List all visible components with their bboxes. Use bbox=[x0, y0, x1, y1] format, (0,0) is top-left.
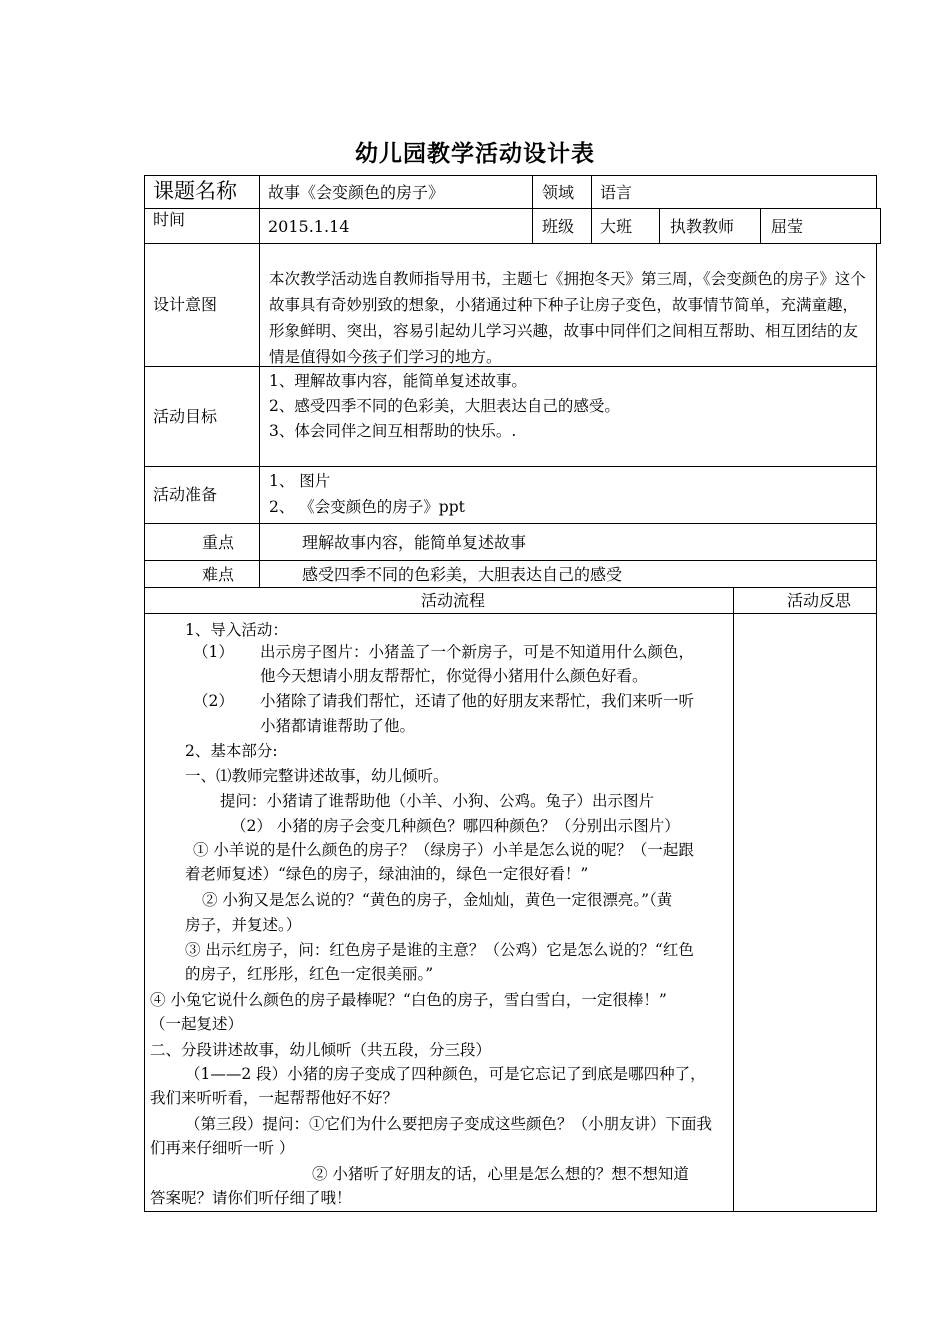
time-value-cell bbox=[259, 208, 533, 244]
key-label-cell bbox=[144, 523, 260, 561]
class-label: 班级 bbox=[542, 217, 575, 236]
reflection-body-cell bbox=[733, 613, 877, 1212]
topic-value: 故事《会变颜色的房子》 bbox=[268, 183, 445, 202]
process-line: 小猪除了请我们帮忙，还请了他的好朋友来帮忙，我们来听一听 bbox=[260, 692, 695, 710]
goals-text-cell bbox=[259, 366, 877, 467]
domain-label-cell bbox=[532, 175, 592, 209]
process-header-cell bbox=[144, 587, 734, 614]
intent-label-cell bbox=[144, 243, 260, 367]
process-line: 小猪都请谁帮助了他。 bbox=[260, 717, 416, 735]
process-line: ① 小羊说的是什么颜色的房子？（绿房子）小羊是怎么说的呢？（一起跟 bbox=[193, 841, 694, 859]
goal-item: 3、体会同伴之间互相帮助的快乐。. bbox=[269, 422, 517, 440]
time-value: 2015.1.14 bbox=[268, 217, 350, 236]
class-value-cell bbox=[591, 208, 660, 244]
key-label: 重点 bbox=[202, 533, 235, 552]
process-line: 答案呢？请你们听仔细了哦！ bbox=[150, 1189, 352, 1207]
process-line: 出示房子图片：小猪盖了一个新房子，可是不知道用什么颜色， bbox=[260, 643, 695, 661]
process-line: 2、基本部分: bbox=[185, 742, 278, 760]
key-value-cell bbox=[259, 523, 877, 561]
difficulty-label-cell bbox=[144, 560, 260, 588]
teacher-value: 屈莹 bbox=[771, 217, 804, 236]
time-label: 时间 bbox=[153, 210, 186, 229]
class-value: 大班 bbox=[600, 217, 633, 236]
goal-item: 1、理解故事内容，能简单复述故事。 bbox=[269, 372, 527, 390]
process-line: 他今天想请小朋友帮帮忙，你觉得小猪用什么颜色好看。 bbox=[260, 667, 648, 685]
process-line: 1、导入活动： bbox=[185, 621, 288, 639]
prep-label-cell bbox=[144, 466, 260, 524]
process-line: （2） 小猪的房子会变几种颜色？哪四种颜色？（分别出示图片） bbox=[231, 817, 680, 835]
class-label-cell bbox=[532, 208, 592, 244]
intent-text: 本次教学活动选自教师指导用书，主题七《拥抱冬天》第三周，《会变颜色的房子》这个故事具有奇妙别致的想象，小猪通过种下种子让房子变色，故事情节简单，充满童趣，形象鲜明、突出，容易引起幼儿学习兴趣，故事中同伴们之间相互帮助、相互团结的友情是值得如今孩子们学习的地方。 bbox=[269, 270, 866, 366]
intent-label: 设计意图 bbox=[153, 295, 218, 314]
reflection-label: 活动反思 bbox=[787, 591, 852, 610]
goals-label: 活动目标 bbox=[153, 407, 218, 426]
process-line: 我们来听听看，一起帮帮他好不好？ bbox=[150, 1089, 399, 1107]
time-label-cell bbox=[144, 208, 260, 244]
process-line: 房子，并复述。） bbox=[185, 916, 302, 934]
process-line: （2） bbox=[193, 692, 234, 710]
process-line: 着老师复述）“绿色的房子，绿油油的，绿色一定很好看！” bbox=[185, 865, 589, 883]
process-line: ③ 出示红房子，问：红色房子是谁的主意？（公鸡）它是怎么说的？“红色 bbox=[185, 941, 694, 959]
difficulty-value: 感受四季不同的色彩美，大胆表达自己的感受 bbox=[302, 565, 623, 584]
prep-item: 2、 《会变颜色的房子》ppt bbox=[269, 498, 465, 516]
intent-text-cell bbox=[259, 243, 877, 367]
topic-value-cell bbox=[259, 175, 533, 209]
reflection-header-cell bbox=[733, 587, 877, 614]
process-line: 二、分段讲述故事，幼儿倾听（共五段，分三段） bbox=[150, 1041, 492, 1059]
process-line: 们再来仔细听一听 ） bbox=[150, 1139, 295, 1157]
domain-label: 领域 bbox=[542, 183, 575, 202]
process-line: ② 小猪听了好朋友的话，心里是怎么想的？想不想知道 bbox=[312, 1165, 689, 1183]
process-label: 活动流程 bbox=[421, 591, 486, 610]
process-line: ② 小狗又是怎么说的？“黄色的房子，金灿灿，黄色一定很漂亮。”（黄 bbox=[202, 891, 673, 909]
prep-text-cell bbox=[259, 466, 877, 524]
goal-item: 2、感受四季不同的色彩美，大胆表达自己的感受。 bbox=[269, 397, 620, 415]
process-line: （第三段）提问：①它们为什么要把房子变成这些颜色？（小朋友讲）下面我 bbox=[185, 1115, 713, 1133]
difficulty-label: 难点 bbox=[202, 565, 235, 584]
teacher-label: 执教教师 bbox=[670, 217, 735, 236]
teacher-label-cell bbox=[659, 208, 761, 244]
topic-label: 课题名称 bbox=[153, 179, 237, 203]
prep-item: 1、 图片 bbox=[269, 472, 331, 490]
process-line: 提问：小猪请了谁帮助他（小羊、小狗、公鸡。兔子）出示图片 bbox=[220, 792, 655, 810]
domain-value: 语言 bbox=[600, 183, 633, 202]
goals-label-cell bbox=[144, 366, 260, 467]
process-line: （1——2 段）小猪的房子变成了四种颜色，可是它忘记了到底是哪四种了， bbox=[185, 1065, 706, 1083]
process-line: ④ 小兔它说什么颜色的房子最棒呢？“白色的房子，雪白雪白，一定很棒！” bbox=[150, 991, 667, 1009]
process-line: 的房子，红彤彤，红色一定很美丽。” bbox=[185, 965, 434, 983]
difficulty-value-cell bbox=[259, 560, 877, 588]
key-value: 理解故事内容，能简单复述故事 bbox=[302, 533, 527, 552]
process-line: （一起复述） bbox=[150, 1015, 244, 1033]
topic-label-cell bbox=[144, 175, 260, 209]
page-title: 幼儿园教学活动设计表 bbox=[355, 140, 595, 167]
process-line: （1） bbox=[193, 643, 234, 661]
domain-value-cell bbox=[591, 175, 877, 209]
prep-label: 活动准备 bbox=[153, 485, 218, 504]
process-line: 一、⑴教师完整讲述故事，幼儿倾听。 bbox=[185, 767, 449, 785]
teacher-value-cell bbox=[760, 208, 881, 244]
